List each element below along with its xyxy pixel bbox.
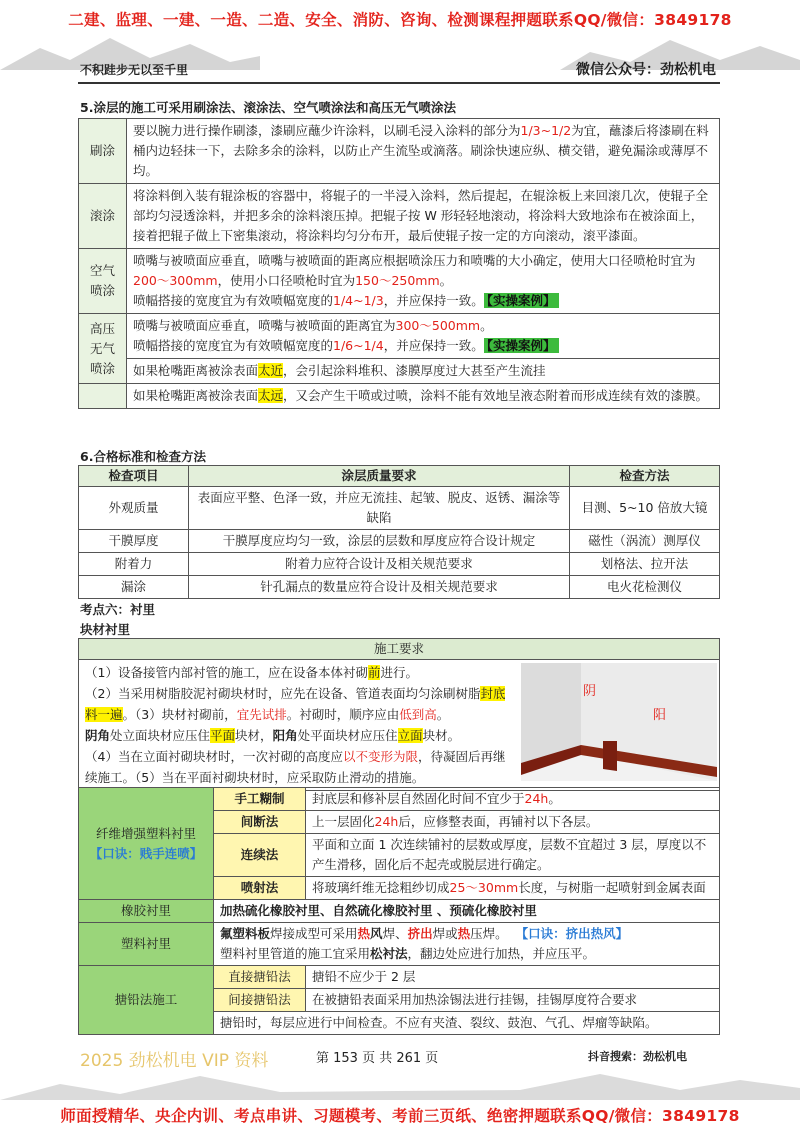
- table-row: [79, 384, 720, 409]
- too-near-text: 如果枪嘴距离被涂表面太近，会引起涂料堆积、漆膜厚度过大甚至产生流挂: [127, 359, 720, 384]
- table-row: [79, 923, 720, 966]
- air-spray-text: 喷嘴与被喷面应垂直，喷嘴与被喷面的距离应根据喷涂压力和喷嘴的大小确定，使用大口径喷枪时宜为200～300mm，使用小口径喷枪时宜为150～250mm。 喷幅搭接的宽度宜为有效喷幅宽度的1/4~1/3，并应保持一致。 【实操案例】: [127, 249, 720, 314]
- lead-note: 搪铅时，每层应进行中间检查。不应有夹渣、裂纹、鼓泡、气孔、焊瘤等缺陷。: [214, 1012, 720, 1035]
- too-far-text: 如果枪嘴距离被涂表面太远，又会产生干喷或过喷，涂料不能有效地呈液态附着而形成连续有效的漆膜。: [127, 384, 720, 409]
- column-header: 施工要求: [79, 639, 720, 660]
- brush-text: 要以腕力进行操作刷漆，漆刷应蘸少许涂料，以刷毛浸入涂料的部分为1/3~1/2为宜，蘸漆后将漆刷在料桶内边轻抹一下，去除多余的涂料，以防止产生流坠或滴落。刷涂快速应纵、横交错，避免漏涂或薄厚不均。: [127, 119, 720, 184]
- yin-corner-label: 阴: [583, 684, 597, 699]
- footer-brand: 2025 劲松机电 VIP 资料: [80, 1051, 269, 1071]
- table-row: [79, 487, 720, 530]
- table-cell: 附着力: [79, 553, 189, 576]
- block-lining-title: 块材衬里: [80, 622, 131, 637]
- footer-douyin: 抖音搜索：劲松机电: [588, 1050, 687, 1063]
- lining-types-table: [78, 787, 720, 1035]
- row-label: 空气 喷涂: [79, 249, 127, 314]
- table-cell: 磁性（涡流）测厚仪: [570, 530, 720, 553]
- table-cell: 划格法、拉开法: [570, 553, 720, 576]
- table-row: [79, 900, 720, 923]
- row-label: 高压 无气 喷涂: [79, 314, 127, 384]
- table-header-row: [79, 466, 720, 487]
- table-cell: 外观质量: [79, 487, 189, 530]
- table-cell: 干膜厚度: [79, 530, 189, 553]
- top-banner: 二建、监理、一建、一造、二造、安全、消防、咨询、检测课程押题联系QQ/微信：3849178: [68, 11, 732, 29]
- rubber-label: 橡胶衬里: [79, 900, 214, 923]
- method-text: 搪铅不应少于 2 层: [306, 966, 720, 989]
- lining-requirements: （1）设备接管内部衬管的施工，应在设备本体衬砌前进行。 （2）当采用树脂胶泥衬砌块材时，应先在设备、管道表面均匀涂刷树脂封底料一遍。（3）块材衬砌前，宜先试排。衬砌时，顺序应由低到高。 阴角处立面块材应压住平面块材，阳角处平面块材应压住立面块材。 （4）当在立面衬砌块材时，一次衬砌的高度应以不变形为限，待凝固后再继续施工。（5）当在平面衬砌块材时，应采取防止滑动的措施。: [79, 660, 720, 791]
- method-text: 将玻璃纤维无捻粗纱切成25～30mm长度，与树脂一起喷射到金属表面: [306, 877, 720, 900]
- bottom-banner: 师面授精华、央企内训、考点串讲、习题模考、考前三页纸、绝密押题联系QQ/微信：3849178: [60, 1107, 740, 1125]
- table-row: [79, 119, 720, 184]
- practice-tag: 【实操案例】: [484, 293, 559, 308]
- table-cell: 电火花检测仪: [570, 576, 720, 599]
- plastic-text: 氟塑料板焊接成型可采用热风焊、挤出焊或热压焊。 【口诀：挤出热风】 塑料衬里管道的施工宜采用松衬法，翻边处应进行加热，并应压平。: [214, 923, 720, 966]
- table-row: [79, 184, 720, 249]
- plastic-label: 塑料衬里: [79, 923, 214, 966]
- method-label: 连续法: [214, 834, 306, 877]
- row-label: [79, 384, 127, 409]
- page-number: 第 153 页 共 261 页: [316, 1051, 439, 1066]
- table-cell: 针孔漏点的数量应符合设计及相关规范要求: [189, 576, 570, 599]
- table-header-row: [79, 639, 720, 660]
- practice-tag: 【实操案例】: [484, 338, 559, 353]
- table-row: [79, 966, 720, 989]
- table-row: [79, 249, 720, 314]
- method-text: 平面和立面 1 次连续铺衬的层数或厚度，层数不宜超过 3 层，厚度以不产生滑移，固化后不起壳或脱层进行确定。: [306, 834, 720, 877]
- method-label: 间接搪铅法: [214, 989, 306, 1012]
- table-cell: 附着力应符合设计及相关规范要求: [189, 553, 570, 576]
- roller-text: 将涂料倒入装有辊涂板的容器中，将辊子的一半浸入涂料，然后提起，在辊涂板上来回滚几次，使辊子全部均匀浸透涂料，并把多余的涂料滚压掉。把辊子按 W 形轻轻地滚动，将涂料大致地涂布在被涂面上，接着把辊子做上下密集滚动，将涂料均匀分布开，最后使辊子按一定的方向滚动，滚平漆面。: [127, 184, 720, 249]
- method-label: 手工糊制: [214, 788, 306, 811]
- table-row: [79, 314, 720, 359]
- row-label: 刷涂: [79, 119, 127, 184]
- method-label: 间断法: [214, 811, 306, 834]
- yang-corner-label: 阳: [653, 708, 667, 723]
- table-row: [79, 359, 720, 384]
- kaodian-title: 考点六：衬里: [80, 602, 156, 617]
- table-row: [79, 553, 720, 576]
- table-cell: 干膜厚度应均匀一致，涂层的层数和厚度应符合设计规定: [189, 530, 570, 553]
- rubber-text: 加热硫化橡胶衬里、自然硫化橡胶衬里 、预硫化橡胶衬里: [214, 900, 720, 923]
- airless-spray-text: 喷嘴与被喷面应垂直，喷嘴与被喷面的距离宜为300～500mm。 喷幅搭接的宽度宜为有效喷幅宽度的1/6~1/4，并应保持一致。 【实操案例】: [127, 314, 720, 359]
- column-header: 检查方法: [570, 466, 720, 487]
- lead-label: 搪铅法施工: [79, 966, 214, 1035]
- method-text: 在被搪铅表面采用加热涂锡法进行挂锡，挂锡厚度符合要求: [306, 989, 720, 1012]
- table-row: [79, 788, 720, 811]
- method-text: 封底层和修补层自然固化时间不宜少于24h。: [306, 788, 720, 811]
- header-motto: 不积跬步无以至千里: [80, 63, 189, 77]
- header-wechat: 微信公众号：劲松机电: [576, 62, 716, 78]
- column-header: 涂层质量要求: [189, 466, 570, 487]
- column-header: 检查项目: [79, 466, 189, 487]
- corner-lining-illustration: [521, 663, 717, 781]
- mountain-decoration-icon: [0, 1070, 800, 1100]
- row-label: 滚涂: [79, 184, 127, 249]
- table-row: [79, 530, 720, 553]
- table-cell: 目测、5~10 倍放大镜: [570, 487, 720, 530]
- section5-title: 5.涂层的施工可采用刷涂法、滚涂法、空气喷涂法和高压无气喷涂法: [80, 100, 456, 115]
- table-cell: 表面应平整、色泽一致，并应无流挂、起皱、脱皮、返锈、漏涂等缺陷: [189, 487, 570, 530]
- table-row: [79, 576, 720, 599]
- page-header: [78, 58, 720, 84]
- table-cell: 漏涂: [79, 576, 189, 599]
- method-label: 喷射法: [214, 877, 306, 900]
- section6-title: 6.合格标准和检查方法: [80, 449, 206, 464]
- frp-label: 纤维增强塑料衬里 【口诀：贱手连喷】: [79, 788, 214, 900]
- quality-check-table: [78, 465, 720, 599]
- method-label: 直接搪铅法: [214, 966, 306, 989]
- method-text: 上一层固化24h后，应修整表面，再铺衬以下各层。: [306, 811, 720, 834]
- coating-methods-table: [78, 118, 720, 409]
